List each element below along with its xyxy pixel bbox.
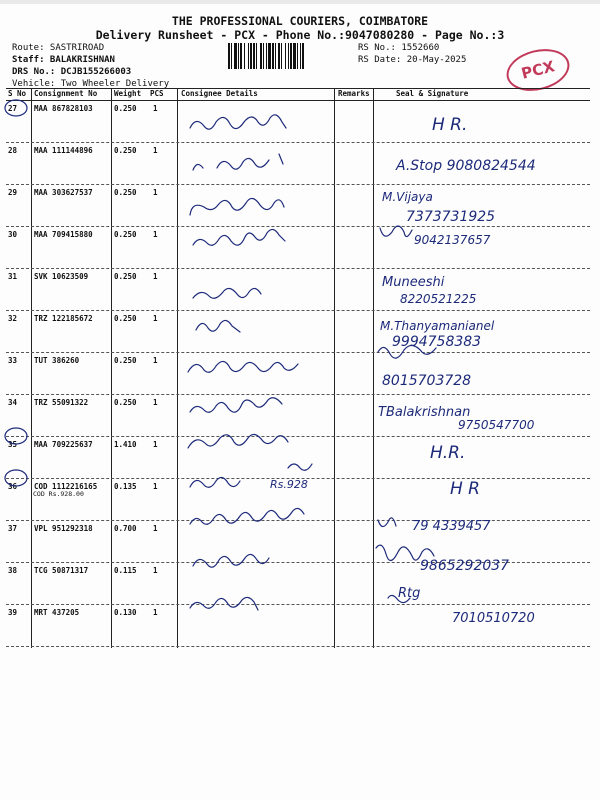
row-consignment-no: SVK 10623509 bbox=[34, 272, 89, 281]
row-weight: 1.410 bbox=[114, 440, 137, 449]
row-weight: 0.250 bbox=[114, 146, 137, 155]
pcx-stamp: PCX bbox=[502, 43, 574, 97]
row-sno: 32 bbox=[8, 314, 18, 323]
rs-number: RS No.: 1552660 bbox=[358, 43, 440, 53]
consignee-handwriting-27 bbox=[190, 115, 286, 129]
seal-phone-34: 9750547700 bbox=[458, 418, 535, 432]
row-weight: 0.250 bbox=[114, 356, 137, 365]
seal-name-39: Rtg bbox=[398, 586, 421, 601]
consignee-handwriting-31 bbox=[193, 288, 261, 298]
circle-mark-35 bbox=[5, 428, 27, 444]
row-consignment-no: TRZ 122185672 bbox=[34, 314, 93, 323]
row-consignment-no: MAA 303627537 bbox=[34, 188, 93, 197]
consignee-handwriting-37 bbox=[190, 508, 304, 524]
row-sno: 28 bbox=[8, 146, 18, 155]
header-remarks: Remarks bbox=[338, 89, 370, 98]
seal-phone-37: 79 4339457 bbox=[412, 519, 491, 534]
consignee-handwriting-33 bbox=[188, 361, 298, 372]
row-sno: 36 bbox=[8, 482, 18, 491]
row-consignment-no: TUT 386260 bbox=[34, 356, 80, 365]
seal-phone-29: 7373731925 bbox=[406, 209, 496, 225]
seal-phone-39: 7010510720 bbox=[452, 611, 535, 626]
header-consignment: Consignment No bbox=[34, 89, 98, 98]
row-pcs: 1 bbox=[153, 524, 158, 533]
seal-phone-33: 8015703728 bbox=[382, 373, 472, 389]
vehicle-label: Vehicle: Two Wheeler Delivery bbox=[12, 79, 170, 89]
seal-name-31: Muneeshi bbox=[382, 275, 445, 290]
row-pcs: 1 bbox=[153, 398, 158, 407]
row-sno: 39 bbox=[8, 608, 18, 617]
signature-flourish-37 bbox=[378, 518, 396, 527]
header-pcs: PCS bbox=[150, 89, 164, 98]
circle-mark-27 bbox=[5, 100, 27, 116]
row-sno: 33 bbox=[8, 356, 18, 365]
cod-amount-note: COD Rs.928.00 bbox=[33, 490, 84, 498]
row-weight: 0.250 bbox=[114, 398, 137, 407]
seal-signature-36: H R bbox=[450, 479, 480, 499]
row-consignment-no: MAA 867828103 bbox=[34, 104, 93, 113]
consignee-handwriting-28 bbox=[193, 154, 283, 170]
row-pcs: 1 bbox=[153, 188, 158, 197]
row-consignment-no: MRT 437205 bbox=[34, 608, 80, 617]
row-pcs: 1 bbox=[153, 482, 158, 491]
seal-phone-32: 9994758383 bbox=[392, 334, 482, 350]
row-weight: 0.115 bbox=[114, 566, 137, 575]
row-consignment-no: TCG 50871317 bbox=[34, 566, 89, 575]
seal-signature-27: H R. bbox=[432, 115, 468, 135]
row-sno: 35 bbox=[8, 440, 18, 449]
row-consignment-no: MAA 709225637 bbox=[34, 440, 93, 449]
seal-name-34: TBalakrishnan bbox=[378, 405, 471, 420]
row-pcs: 1 bbox=[153, 314, 158, 323]
seal-name-29: M.Vijaya bbox=[382, 190, 433, 204]
header-consignee: Consignee Details bbox=[181, 89, 258, 98]
signature-flourish-30 bbox=[380, 226, 412, 237]
row-pcs: 1 bbox=[153, 566, 158, 575]
consignee-handwriting-29 bbox=[190, 198, 284, 215]
runsheet-subtitle: Delivery Runsheet - PCX - Phone No.:9047080280 - Page No.:3 bbox=[95, 28, 505, 42]
seal-phone-31: 8220521225 bbox=[400, 292, 477, 306]
circle-mark-36 bbox=[5, 470, 27, 486]
row-sno: 37 bbox=[8, 524, 18, 533]
row-pcs: 1 bbox=[153, 356, 158, 365]
row-weight: 0.135 bbox=[114, 482, 137, 491]
consignee-handwriting-36 bbox=[190, 477, 240, 487]
header-sno: S No bbox=[8, 89, 27, 98]
header-weight: Weight bbox=[114, 89, 142, 98]
row-sno: 27 bbox=[8, 104, 18, 113]
consignee-handwriting-32 bbox=[196, 320, 240, 332]
row-pcs: 1 bbox=[153, 104, 158, 113]
row-pcs: 1 bbox=[153, 146, 158, 155]
row-consignment-no: COD 1112216165 bbox=[34, 482, 98, 491]
row-weight: 0.250 bbox=[114, 272, 137, 281]
row-sno: 29 bbox=[8, 188, 18, 197]
row-pcs: 1 bbox=[153, 608, 158, 617]
consignee-cod-amount: Rs.928 bbox=[270, 478, 308, 491]
route-label: Route: SASTRIROAD bbox=[12, 43, 105, 53]
seal-name-32: M.Thanyamanianel bbox=[380, 319, 495, 333]
drs-label: DRS No.: DCJB155266003 bbox=[12, 67, 132, 77]
consignee-handwriting-34 bbox=[190, 398, 282, 413]
row-weight: 0.250 bbox=[114, 188, 137, 197]
header-seal: Seal & Signature bbox=[396, 89, 469, 98]
row-consignment-no: MAA 111144896 bbox=[34, 146, 93, 155]
row-weight: 0.250 bbox=[114, 230, 137, 239]
seal-phone-30: 9042137657 bbox=[414, 233, 491, 247]
rs-date: RS Date: 20-May-2025 bbox=[358, 55, 467, 65]
consignee-handwriting-39 bbox=[190, 597, 258, 610]
company-title: THE PROFESSIONAL COURIERS, COIMBATORE bbox=[171, 14, 429, 28]
seal-signature-28: A.Stop 9080824544 bbox=[396, 158, 536, 174]
row-weight: 0.250 bbox=[114, 314, 137, 323]
row-consignment-no: MAA 709415880 bbox=[34, 230, 93, 239]
seal-phone-38: 9865292037 bbox=[420, 558, 510, 574]
row-sno: 31 bbox=[8, 272, 18, 281]
row-consignment-no: VPL 951292318 bbox=[34, 524, 93, 533]
staff-label: Staff: BALAKRISHNAN bbox=[12, 55, 115, 65]
row-sno: 38 bbox=[8, 566, 18, 575]
row-pcs: 1 bbox=[153, 230, 158, 239]
row-sno: 30 bbox=[8, 230, 18, 239]
row-weight: 0.250 bbox=[114, 104, 137, 113]
row-consignment-no: TRZ 55091322 bbox=[34, 398, 89, 407]
row-weight: 0.130 bbox=[114, 608, 137, 617]
consignee-handwriting-30 bbox=[193, 229, 285, 245]
row-pcs: 1 bbox=[153, 272, 158, 281]
row-weight: 0.700 bbox=[114, 524, 137, 533]
consignee-handwriting-38 bbox=[193, 554, 269, 567]
row-sno: 34 bbox=[8, 398, 18, 407]
seal-signature-35: H.R. bbox=[430, 443, 466, 463]
row-pcs: 1 bbox=[153, 440, 158, 449]
consignee-handwriting-35 bbox=[188, 434, 312, 470]
